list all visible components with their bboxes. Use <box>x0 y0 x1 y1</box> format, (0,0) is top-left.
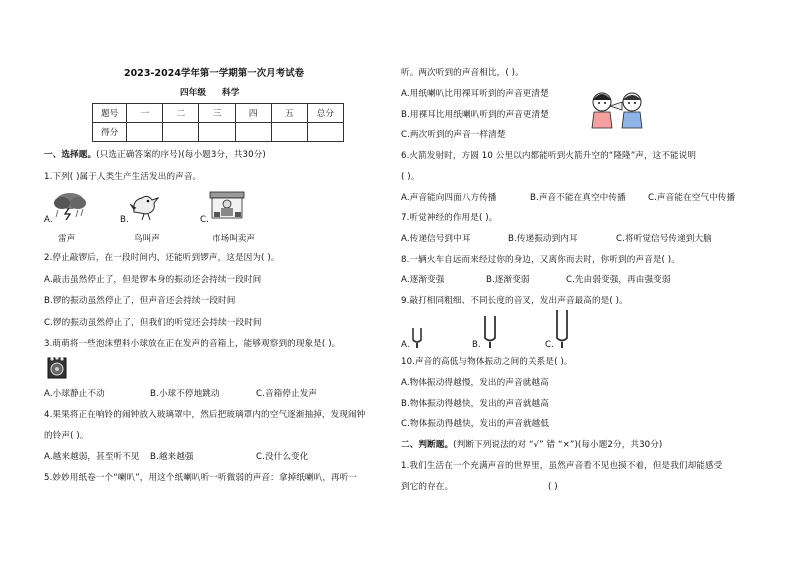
children-paper-horn-image <box>588 88 648 132</box>
q1-option-b-label: 鸟叫声 <box>134 234 160 244</box>
question-1: 1.下列( )属于人类生产生活发出的声音。 <box>44 172 202 182</box>
score-header-cell: 一 <box>127 104 163 123</box>
q5-option-a: A.用纸喇叭比用裸耳听到的声音更清楚 <box>401 89 549 99</box>
question-10: 10.声音的高低与物体振动之间的关系是( )。 <box>401 357 573 367</box>
question-2: 2.停止敲锣后，在一段时间内，还能听到锣声，这是因为( )。 <box>44 253 280 263</box>
q7-option-b: B.传递振动到内耳 <box>508 234 578 244</box>
q2-option-b: B.锣的振动虽然停止了，但声音还会持续一段时间 <box>44 296 236 306</box>
score-header-cell: 五 <box>271 104 307 123</box>
q5-option-c: C.两次听到的声音一样清楚 <box>401 130 506 140</box>
q3-option-b: B.小球不停地跳动 <box>150 389 220 399</box>
q9-option-c: C. <box>545 340 554 350</box>
q6-option-c: C.声音能在空气中传播 <box>648 193 736 203</box>
q3-option-c: C.音箱停止发声 <box>256 389 318 399</box>
q1-option-a-letter: A. <box>44 215 53 225</box>
q4-option-a: A.越来越弱，甚至听不见 <box>44 452 140 462</box>
judge-1-answer-blank[interactable]: ( ) <box>548 482 558 492</box>
score-header-cell: 二 <box>163 104 199 123</box>
score-cell[interactable] <box>271 123 307 142</box>
q4-option-b: B.越来越强 <box>150 452 194 462</box>
q5-option-b: B.用裸耳比用纸喇叭听到的声音更清楚 <box>401 110 549 120</box>
q8-option-a: A.逐渐变强 <box>401 275 445 285</box>
q4-option-c: C.没什么变化 <box>256 452 309 462</box>
thunderstorm-cloud-image <box>52 190 88 220</box>
long-tuning-fork-image <box>554 308 570 350</box>
q8-option-c: C.先由弱变强，再由强变弱 <box>566 275 671 285</box>
q7-option-a: A.传递信号到中耳 <box>401 234 471 244</box>
score-table-score-row <box>93 123 344 142</box>
q9-option-a: A. <box>401 340 410 350</box>
grade-label: 四年级 <box>180 88 207 98</box>
q3-option-a: A.小球静止不动 <box>44 389 105 399</box>
question-3: 3.萌萌将一些泡沫塑料小球放在正在发声的音箱上，能够观察到的现象是( )。 <box>44 339 341 349</box>
score-header-cell: 题号 <box>93 104 127 123</box>
q7-option-c: C.将听觉信号传递到大脑 <box>616 234 712 244</box>
score-header-cell: 总分 <box>307 104 343 123</box>
question-4-line2: 的铃声( )。 <box>44 431 89 441</box>
score-cell[interactable] <box>307 123 343 142</box>
q1-option-a-label: 雷声 <box>58 234 76 244</box>
q10-option-b: B.物体振动得越快，发出的声音就越高 <box>401 399 549 409</box>
q1-option-c-letter: C. <box>200 215 209 225</box>
question-4-line1: 4.果果将正在响铃的闹钟放入玻璃罩中，然后把玻璃罩内的空气逐渐抽掉，发现闹钟 <box>44 410 366 420</box>
score-cell[interactable] <box>199 123 235 142</box>
short-tuning-fork-image <box>410 326 424 350</box>
q9-option-b: B. <box>472 340 481 350</box>
q2-option-c: C.锣的振动虽然停止了，但我们的听觉还会持续一段时间 <box>44 318 262 328</box>
question-9: 9.敲打相同粗细、不同长度的音叉，发出声音最高的是( )。 <box>401 296 628 306</box>
section1-heading: 一、选择题。 <box>44 150 97 160</box>
score-cell[interactable] <box>235 123 271 142</box>
q6-option-a: A.声音能向四面八方传播 <box>401 193 497 203</box>
section2-heading: 二、判断题。 <box>401 440 454 450</box>
exam-title: 2023-2024学年第一学期第一次月考试卷 <box>124 68 305 79</box>
question-5-line2: 听。两次听到的声音相比，( )。 <box>401 68 524 78</box>
judge-1-line1: 1.我们生活在一个充满声音的世界里，虽然声音看不见也摸不着，但是我们却能感受 <box>401 461 723 471</box>
market-stall-image <box>208 188 246 222</box>
score-row-label: 得分 <box>93 123 127 142</box>
score-table-header-row <box>93 104 344 123</box>
section2-instruction: (判断下列说法的对 “√” 错 “×”)(每小题2分，共30分) <box>453 440 663 450</box>
q2-option-a: A.敲击虽然停止了，但是锣本身的振动还会持续一段时间 <box>44 275 262 285</box>
section2-title <box>401 440 662 451</box>
subject-label: 科学 <box>222 88 240 98</box>
section1-title <box>44 150 266 161</box>
section1-instruction: (只选正确答案的序号)(每小题3分，共30分) <box>96 150 266 160</box>
score-cell[interactable] <box>127 123 163 142</box>
score-cell[interactable] <box>163 123 199 142</box>
q8-option-b: B.逐渐变弱 <box>486 275 530 285</box>
q1-option-c-label: 市场叫卖声 <box>212 234 255 244</box>
q10-option-c: C.物体振动得越快，发出的声音就越低 <box>401 419 550 429</box>
score-header-cell: 四 <box>235 104 271 123</box>
judge-1-line2: 到它的存在。 <box>401 482 454 492</box>
question-5-line1: 5.妙妙用纸卷一个“喇叭”，用这个纸喇叭听一听微弱的声音：拿掉纸喇叭，再听一 <box>44 473 358 483</box>
bird-image <box>128 190 162 222</box>
question-6-line1: 6.火箭发射时，方圆 10 公里以内都能听到火箭升空的“隆隆”声，这不能说明 <box>401 151 697 161</box>
q6-option-b: B.声音不能在真空中传播 <box>530 193 626 203</box>
question-7: 7.听觉神经的作用是( )。 <box>401 213 498 223</box>
q10-option-a: A.物体振动得越慢，发出的声音就越高 <box>401 378 549 388</box>
medium-tuning-fork-image <box>482 314 498 350</box>
q1-option-b-letter: B. <box>120 215 129 225</box>
score-table <box>92 103 344 142</box>
question-6-line2: ( )。 <box>401 172 420 182</box>
question-8: 8.一辆火车自远而来经过你的身边，又离你而去时，你听到的声音是( )。 <box>401 255 680 265</box>
speaker-image <box>46 356 68 380</box>
score-header-cell: 三 <box>199 104 235 123</box>
